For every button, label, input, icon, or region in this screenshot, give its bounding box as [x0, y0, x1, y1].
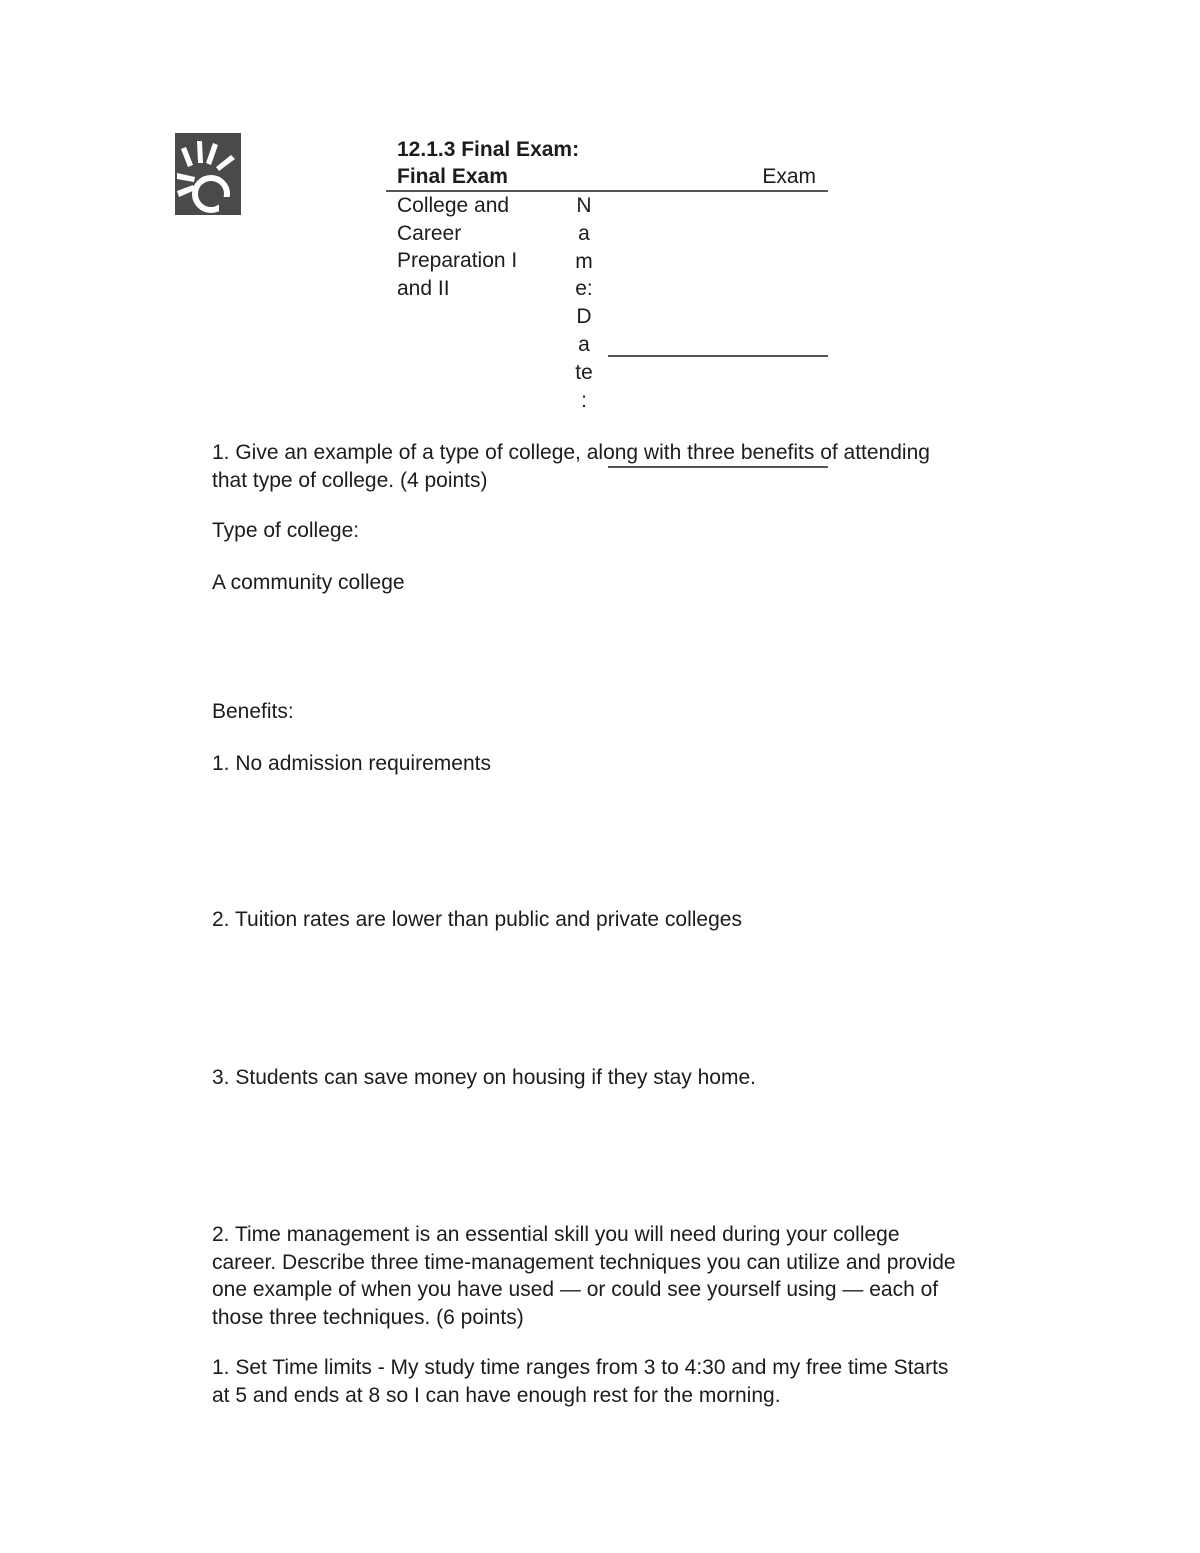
exam-subtitle: Final Exam	[397, 165, 508, 188]
exam-header	[386, 136, 828, 422]
name-label-letter: N	[576, 194, 592, 217]
q2-prompt-line: those three techniques. (6 points)	[212, 1305, 524, 1329]
date-label-letter: :	[581, 388, 587, 412]
q1-prompt-line: 1. Give an example of a type of college, along with three benefits of attending	[212, 441, 930, 464]
name-label-letter: a	[578, 221, 590, 245]
q1-type-label: Type of college:	[212, 519, 360, 542]
q2-prompt-line: one example of when you have used — or could see yourself using — each of	[212, 1278, 939, 1301]
q2-prompt-line: career. Describe three time-management techniques you can utilize and provide	[212, 1250, 956, 1274]
date-label-letter: a	[578, 332, 590, 356]
q1-type-answer: A community college	[212, 571, 405, 594]
course-line: College and	[397, 194, 510, 217]
q1-prompt-line: that type of college. (4 points)	[212, 468, 488, 492]
sun-logo-icon	[175, 133, 241, 215]
exam-subtitle-row	[386, 163, 828, 192]
date-label-letter: D	[576, 305, 592, 329]
course-line: and II	[397, 276, 450, 300]
exam-meta	[386, 192, 828, 422]
exam-type-label: Exam	[762, 165, 816, 188]
q1-benefits-label: Benefits:	[212, 700, 294, 723]
name-label-letter: e:	[575, 277, 593, 301]
q2-prompt-line: 2. Time management is an essential skill you will need during your college	[212, 1223, 900, 1246]
exam-title: 12.1.3 Final Exam:	[397, 138, 580, 161]
q1-benefit-item: 1. No admission requirements	[212, 752, 491, 775]
course-name	[397, 192, 547, 302]
course-line: Career	[397, 221, 462, 245]
q2-answer	[212, 1354, 1062, 1409]
q1-benefit-item: 3. Students can save money on housing if they stay home.	[212, 1066, 756, 1089]
q2-answer-line: at 5 and ends at 8 so I can have enough rest for the morning.	[212, 1383, 781, 1407]
name-date-labels	[558, 192, 610, 414]
course-line: Preparation I	[397, 249, 518, 272]
q2-prompt	[212, 1221, 1062, 1331]
name-label-letter: m	[575, 249, 593, 273]
name-field-line[interactable]	[608, 355, 828, 357]
q2-answer-line: 1. Set Time limits - My study time ranges from 3 to 4:30 and my free time Starts	[212, 1356, 949, 1379]
q1-benefit-item: 2. Tuition rates are lower than public and private colleges	[212, 908, 742, 931]
q1-prompt	[212, 439, 1062, 494]
date-label-letter: te	[575, 360, 593, 384]
